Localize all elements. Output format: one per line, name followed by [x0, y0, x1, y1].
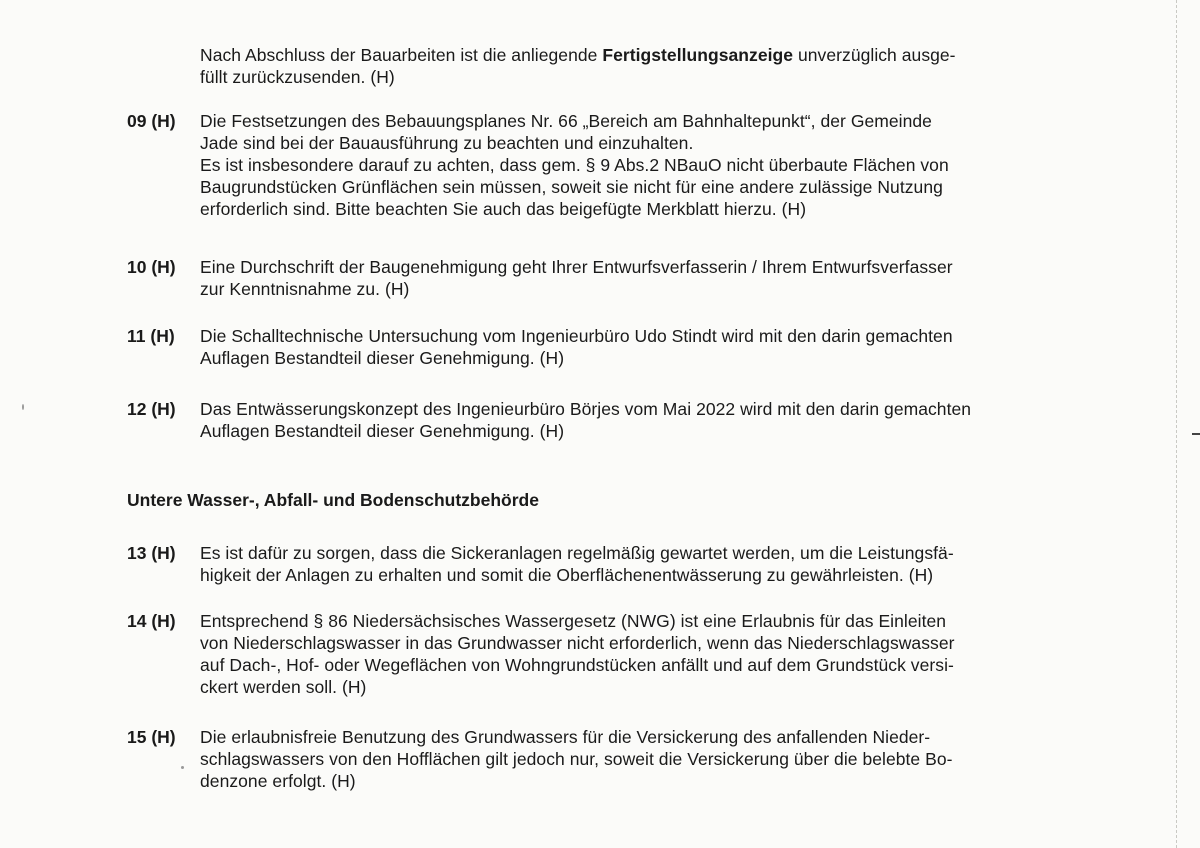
item-15-line: Die erlaubnisfreie Benutzung des Grundwassers für die Versickerung des anfallenden Nieder- — [200, 727, 931, 747]
item-09-line: Baugrundstücken Grünflächen sein müssen, soweit sie nicht für eine andere zulässige Nutzung — [200, 177, 943, 197]
item-15-line: denzone erfolgt. (H) — [200, 771, 356, 791]
item-14-line: Entsprechend § 86 Niedersächsisches Wassergesetz (NWG) ist eine Erlaubnis für das Einleiten — [200, 611, 947, 631]
scan-speck — [181, 766, 184, 769]
item-14-line: auf Dach-, Hof- oder Wegeflächen von Wohngrundstücken anfällt und auf dem Grundstück versi- — [200, 655, 954, 675]
page-edge-rule — [1176, 0, 1177, 848]
item-number-10: 10 (H) — [127, 257, 176, 277]
item-number-09: 09 (H) — [127, 111, 176, 131]
intro-text-b: unverzüglich ausge- — [793, 45, 956, 65]
item-number-12: 12 (H) — [127, 399, 176, 419]
item-09-line: Jade sind bei der Bauausführung zu beachten und einzuhalten. — [200, 133, 694, 153]
item-13-line: higkeit der Anlagen zu erhalten und somit die Oberflächenentwässerung zu gewährleisten. (H) — [200, 565, 934, 585]
item-number-13: 13 (H) — [127, 543, 176, 563]
item-15-line: schlagswassers von den Hofflächen gilt jedoch nur, soweit die Versickerung über die belebte Bo- — [200, 749, 953, 769]
item-14-line: ckert werden soll. (H) — [200, 677, 367, 697]
intro-line-2: füllt zurückzusenden. (H) — [200, 67, 395, 87]
item-13-line: Es ist dafür zu sorgen, dass die Sickeranlagen regelmäßig gewartet werden, um die Leistungsfä- — [200, 543, 954, 563]
item-10-line: zur Kenntnisnahme zu. (H) — [200, 279, 410, 299]
item-09-line: erforderlich sind. Bitte beachten Sie auch das beigefügte Merkblatt hierzu. (H) — [200, 199, 807, 219]
item-11-line: Die Schalltechnische Untersuchung vom Ingenieurbüro Udo Stindt wird mit den darin gemachten — [200, 326, 953, 346]
margin-tick-mark — [1192, 433, 1200, 435]
intro-bold-term: Fertigstellungsanzeige — [602, 45, 794, 65]
item-14-line: von Niederschlagswasser in das Grundwasser nicht erforderlich, wenn das Niederschlagswasser — [200, 633, 955, 653]
item-number-15: 15 (H) — [127, 727, 176, 747]
item-number-11: 11 (H) — [127, 326, 175, 346]
item-09-line: Es ist insbesondere darauf zu achten, dass gem. § 9 Abs.2 NBauO nicht überbaute Flächen von — [200, 155, 949, 175]
item-10-line: Eine Durchschrift der Baugenehmigung geht Ihrer Entwurfsverfasserin / Ihrem Entwurfsverfasser — [200, 257, 953, 277]
item-12-line: Das Entwässerungskonzept des Ingenieurbüro Börjes vom Mai 2022 wird mit den darin gemachten — [200, 399, 972, 419]
item-11-line: Auflagen Bestandteil dieser Genehmigung. (H) — [200, 348, 565, 368]
scan-speck — [22, 404, 24, 410]
intro-text-a: Nach Abschluss der Bauarbeiten ist die anliegende — [200, 45, 603, 65]
item-09-line: Die Festsetzungen des Bebauungsplanes Nr. 66 „Bereich am Bahnhaltepunkt“, der Gemeinde — [200, 111, 932, 131]
intro-line-1 — [200, 44, 956, 66]
item-12-line: Auflagen Bestandteil dieser Genehmigung. (H) — [200, 421, 565, 441]
item-number-14: 14 (H) — [127, 611, 176, 631]
section-heading: Untere Wasser-, Abfall- und Bodenschutzbehörde — [127, 490, 539, 510]
